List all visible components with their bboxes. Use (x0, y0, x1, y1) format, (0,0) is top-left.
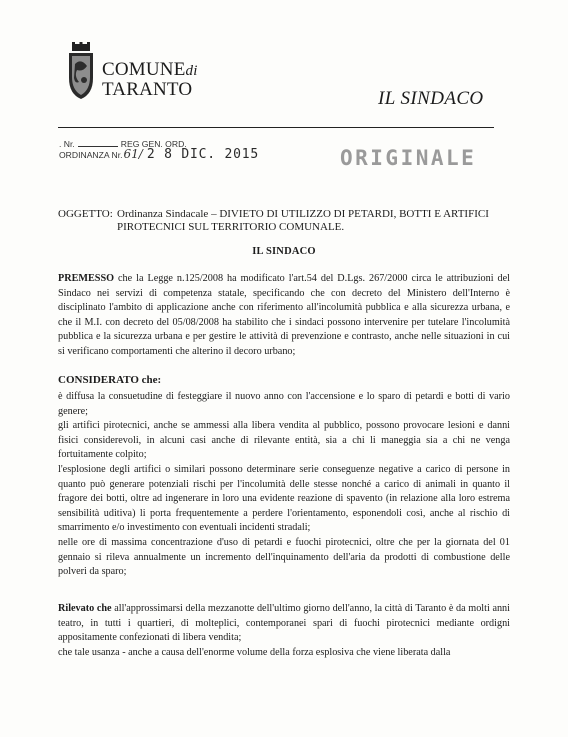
city-name: TARANTO (102, 79, 193, 100)
section-title: IL SINDACO (252, 246, 316, 257)
considerato-item: nelle ore di massima concentrazione d'uso di petardi e fuochi pirotecnici, oltre che per la giornata del 01 gennaio si rileva annualmente un incremento dell'inquinamento dell'aria da prodotti di combustione delle polveri da sparo; (58, 536, 510, 578)
comune-name (102, 60, 198, 81)
originale-stamp: ORIGINALE (340, 146, 477, 170)
premesso-text: che la Legge n.125/2008 ha modificato l'art.54 del D.Lgs. 267/2000 circa le attribuzioni del Sindaco nei servizi di competenza statale, specificando che con decreto del Ministero dell'Interno è disciplinato l'ambito di applicazione anche con riferimento all'incolumità pubblica e alla sicurezza urbana, e che il M.I. con decreto del 05/08/2008 ha stabilito che i sindaci possono intervenire per tutelare l'incolumità pubblica e la sicurezza urbana e per gestire le attività di prevenzione e contrasto, anche nelle situazioni in cui si verificano comportamenti che alterino il decoro urbano; (58, 273, 510, 357)
ordinanza-number: 61/ (123, 147, 143, 161)
date-stamp: 2 8 DIC. 2015 (146, 147, 259, 162)
rilevato-continuation: che tale usanza - anche a causa dell'enorme volume della forza esplosiva che viene liberata dalla (58, 646, 451, 658)
rilevato-text: all'approssimarsi della mezzanotte dell'ultimo giorno dell'anno, la città di Taranto è da molti anni teatro, in tutti i quartieri, di molteplici, contemporanei spari di fuochi pirotecnici mediante ordigni appositamente confezionati di libera vendita; (58, 603, 510, 644)
rilevato-paragraph (58, 602, 510, 660)
premesso-paragraph (58, 272, 510, 360)
considerato-item: l'esplosione degli artifici o similari possono determinare serie conseguenze negative a carico di persone in quanto può generare potenziali rischi per l'incolumità delle stesse nonché a carico di animali in quanto il fragore dei botti, oltre ad ingenerare in loro una evidente reazione di spavento (in relazione alla loro estrema sensibilità uditiva) li porta frequentemente a perdere l'orientamento, esponendoli così, anche al rischio di smarrimento e/o investimento con eventuali incidenti stradali; (58, 463, 510, 534)
city-crest-icon (66, 42, 96, 100)
considerato-item: gli artifici pirotecnici, anche se ammessi alla libera vendita al pubblico, possono provocare lesioni e danni fisici considerevoli, in alcuni casi anche di rilevante entità, sia a chi li maneggia sia a chi ne venga fortuitamente colpito; (58, 420, 510, 461)
considerato-list (58, 390, 510, 580)
oggetto-text: Ordinanza Sindacale – DIVIETO DI UTILIZZO DI PETARDI, BOTTI E ARTIFICI PIROTECNICI SUL TERRITORIO COMUNALE. (117, 208, 489, 233)
considerato-item: è diffusa la consuetudine di festeggiare il nuovo anno con l'accensione e lo sparo di petardi e botti di vario genere; (58, 391, 510, 417)
considerato-heading: CONSIDERATO che: (58, 374, 162, 386)
reg-gen-label: REG GEN. ORD. (120, 139, 187, 149)
header-divider (58, 127, 494, 128)
registration-block (59, 139, 259, 160)
comune-di: di (185, 63, 198, 79)
ordinanza-label: ORDINANZA Nr. (59, 150, 123, 160)
oggetto-label: OGGETTO: (58, 208, 113, 220)
header-sindaco-title: IL SINDACO (378, 88, 484, 109)
comune-prefix: COMUNE (102, 59, 186, 80)
ordinanza-line (59, 149, 259, 160)
nr-blank (78, 139, 118, 147)
premesso-lead: PREMESSO (58, 273, 115, 284)
letterhead (62, 38, 532, 110)
rilevato-lead: Rilevato che (58, 603, 112, 614)
nr-label: . Nr. (59, 139, 75, 149)
